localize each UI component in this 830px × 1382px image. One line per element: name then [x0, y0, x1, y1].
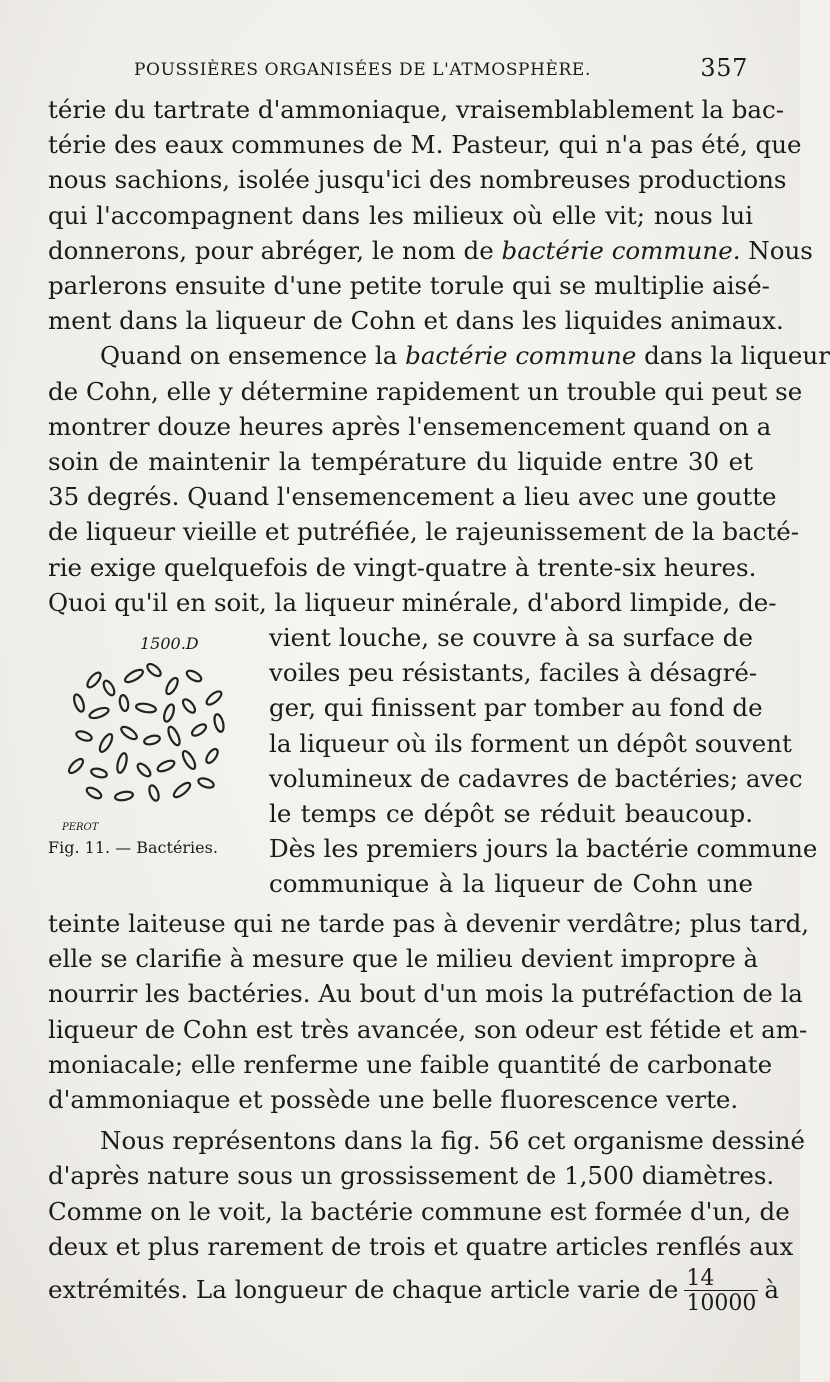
figure-bacteria [48, 620, 263, 906]
text-line [48, 233, 813, 268]
text-line: deux et plus rarement de trois et quatre articles renflés aux [48, 1231, 794, 1261]
bacteria-illustration [54, 658, 254, 808]
text-run: Nous [740, 235, 813, 265]
text-line: Quoi qu'il en soit, la liqueur minérale, d'abord limpide, de- [48, 587, 777, 617]
text-run: extrémités. La longueur de chaque article varie de [48, 1275, 679, 1305]
paragraph-1 [48, 92, 813, 338]
text-line: ment dans la liqueur de Cohn et dans les liquides animaux. [48, 306, 784, 336]
text-line: 35 degrés. Quand l'ensemencement a lieu avec une goutte [48, 482, 777, 512]
text-line: vient louche, se couvre à sa surface de [269, 623, 753, 653]
engraver-signature: PEROT [62, 822, 99, 834]
text-line: la liqueur où ils forment un dépôt souvent [269, 728, 792, 758]
text-line: rie exige quelquefois de vingt-quatre à trente-six heures. [48, 552, 757, 582]
text-line: teinte laiteuse qui ne tarde pas à devenir verdâtre; plus tard, [48, 909, 810, 939]
text-line: Dès les premiers jours la bactérie commune [269, 834, 818, 864]
text-line: Comme on le voit, la bactérie commune est formée d'un, de [48, 1196, 790, 1226]
text-line: le temps ce dépôt se réduit beaucoup. [269, 799, 753, 829]
figure-caption: Fig. 11. — Bactéries. [48, 838, 218, 858]
text-line: voiles peu résistants, faciles à désagré- [269, 658, 758, 688]
text-line: ger, qui finissent par tomber au fond de [269, 693, 763, 723]
text-run: à [764, 1275, 779, 1305]
text-line: de liqueur vieille et putréfiée, le rajeunissement de la bacté- [48, 517, 799, 547]
text-line: volumineux de cadavres de bactéries; avec [269, 763, 803, 793]
text-line: térie du tartrate d'ammoniaque, vraisemblablement la bac- [48, 95, 784, 124]
text-run: Quand on ensemence la [100, 341, 406, 371]
text-line: soin de maintenir la température du liquide entre 30 et [48, 447, 753, 477]
page-number: 357 [700, 54, 748, 82]
text-line: communique à la liqueur de Cohn une [269, 869, 753, 899]
text-line: nous sachions, isolée jusqu'ici des nombreuses productions [48, 165, 787, 195]
paragraph-2 [48, 338, 830, 1117]
italic-term: bactérie commune. [501, 235, 741, 265]
text-line: parlerons ensuite d'une petite torule qui se multiplie aisé- [48, 271, 770, 301]
text-line: d'ammoniaque et possède une belle fluorescence verte. [48, 1085, 739, 1115]
italic-term: bactérie commune [405, 341, 637, 371]
text-run: donnerons, pour abréger, le nom de [48, 235, 502, 265]
text-line: montrer douze heures après l'ensemencement quand on a [48, 411, 772, 441]
page-body [48, 92, 830, 1317]
text-line: de Cohn, elle y détermine rapidement un trouble qui peut se [48, 376, 803, 406]
text-line [48, 338, 830, 373]
text-run: dans la liqueur [636, 341, 830, 371]
text-line: moniacale; elle renferme une faible quantité de carbonate [48, 1049, 773, 1079]
text-line: elle se clarifie à mesure que le milieu devient impropre à [48, 944, 759, 974]
text-line: nourrir les bactéries. Au bout d'un mois la putréfaction de la [48, 979, 803, 1009]
paragraph-3 [48, 1123, 805, 1317]
text-line: liqueur de Cohn est très avancée, son odeur est fétide et am- [48, 1014, 808, 1044]
running-header [48, 54, 748, 88]
figure-scale-label: 1500.D [140, 634, 199, 654]
text-line [48, 1266, 779, 1317]
running-title: POUSSIÈRES ORGANISÉES DE L'ATMOSPHÈRE. [134, 60, 591, 80]
text-line: térie des eaux communes de M. Pasteur, qui n'a pas été, que [48, 130, 802, 160]
fraction-numerator: 14 [686, 1266, 715, 1292]
text-line: Nous représentons dans la fig. 56 cet organisme dessiné [100, 1126, 805, 1156]
text-line: qui l'accompagnent dans les milieux où elle vit; nous lui [48, 200, 753, 230]
text-line: d'après nature sous un grossissement de 1,500 diamètres. [48, 1161, 775, 1191]
fraction-denominator: 10000 [686, 1291, 757, 1317]
fraction [684, 1268, 758, 1315]
